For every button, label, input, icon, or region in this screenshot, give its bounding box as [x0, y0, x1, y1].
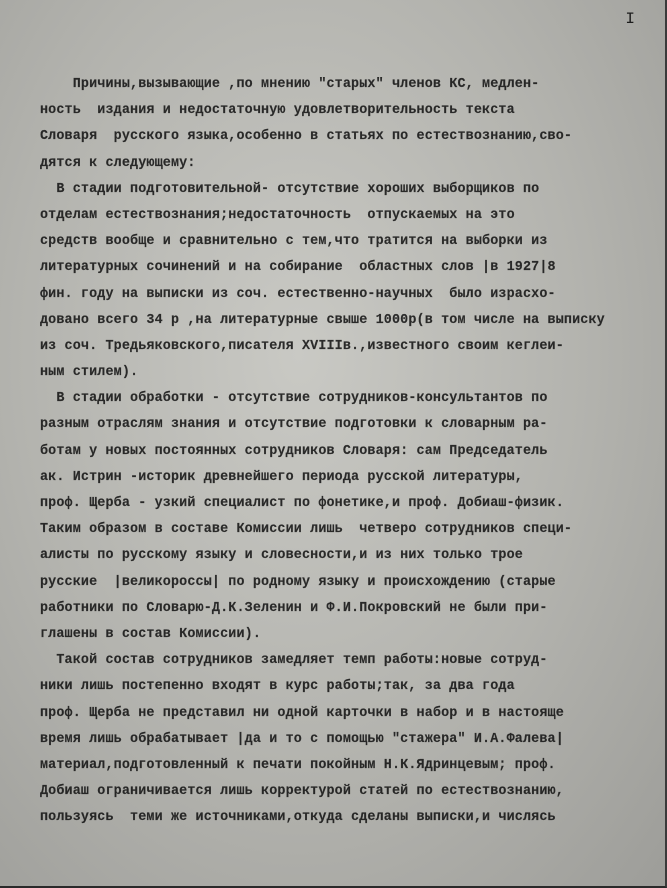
text-line: ботам у новых постоянных сотрудников Словаря: сам Председатель: [40, 443, 548, 459]
text-line: разным отраслям знания и отсутствие подготовки к словарным ра-: [40, 417, 548, 433]
text-line: В стадии подготовительной- отсутствие хороших выборщиков по: [40, 181, 540, 197]
text-line: В стадии обработки - отсутствие сотрудников-консультантов по: [40, 391, 548, 407]
text-line: фин. году на выписки из соч. естественно-научных было израсхо-: [40, 286, 556, 302]
text-line: Такой состав сотрудников замедляет темп работы:новые сотруд-: [40, 653, 548, 669]
text-line: русские |великороссы| по родному языку и происхождению (старые: [40, 574, 556, 590]
text-line: ак. Истрин -историк древнейшего периода русской литературы,: [40, 469, 523, 485]
text-line: ность издания и недостаточную удовлетворительность текста: [40, 103, 515, 119]
text-line: средств вообще и сравнительно с тем,что тратится на выборки из: [40, 234, 548, 250]
text-line: материал,подготовленный к печати покойным Н.К.Ядринцевым; проф.: [40, 757, 556, 773]
document-body: [40, 72, 652, 831]
text-line: из соч. Тредьяковского,писателя XVIIIв.,известного своим кеглеи-: [40, 338, 564, 354]
text-line: ным стилем).: [40, 365, 139, 381]
text-line: отделам естествознания;недостаточность отпускаемых на это: [40, 207, 515, 223]
text-line: работники по Словарю-Д.К.Зеленин и Ф.И.Покровский не были при-: [40, 600, 548, 616]
text-line: проф. Щерба не представил ни одной карточки в набор и в настояще: [40, 705, 564, 721]
text-line: дятся к следующему:: [40, 155, 196, 171]
text-line: Добиаш ограничивается лишь корректурой статей по естествознанию,: [40, 784, 564, 800]
page-number: I: [625, 10, 635, 28]
text-line: Таким образом в составе Комиссии лишь четверо сотрудников специ-: [40, 522, 573, 538]
text-line: глашены в состав Комиссии).: [40, 626, 262, 642]
text-line: проф. Щерба - узкий специалист по фонетике,и проф. Добиаш-физик.: [40, 496, 564, 511]
text-line: Словаря русского языка,особенно в статьях по естествознанию,сво-: [40, 129, 573, 145]
text-line: пользуясь теми же источниками,откуда сделаны выписки,и числясь: [40, 810, 556, 826]
text-line: ники лишь постепенно входят в курс работы;так, за два года: [40, 679, 515, 695]
text-line: литературных сочинений и на собирание областных слов |в 1927|8: [40, 260, 556, 276]
text-line: алисты по русскому языку и словесности,и из них только трое: [40, 548, 523, 564]
text-line-with-handwriting: довано всего 34 р ,на литературные свыше 1000р(в том числе на выписку: [40, 312, 605, 328]
text-line: время лишь обрабатывает |да и то с помощью "стажера" И.А.Фалева|: [40, 731, 564, 747]
text-line: Причины,вызывающие ,по мнению "старых" членов КС, медлен-: [40, 77, 540, 92]
